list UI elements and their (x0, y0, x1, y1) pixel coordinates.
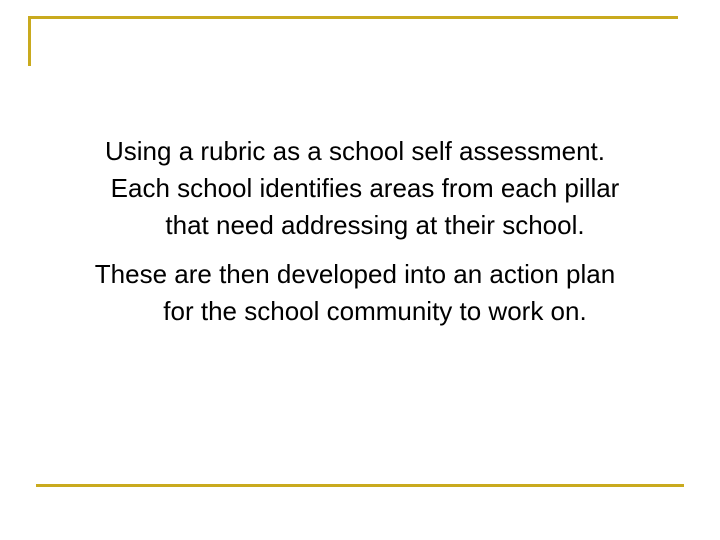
paragraph-line: Using a rubric as a school self assessment. (105, 136, 605, 166)
left-border-line (28, 16, 31, 66)
paragraph-line: These are then developed into an action plan (94, 259, 616, 289)
paragraph-line: for the school community to work on. (163, 296, 587, 326)
slide-body (0, 133, 720, 330)
paragraph-line: that need addressing at their school. (165, 210, 585, 240)
paragraph-self-assessment (0, 133, 720, 244)
paragraph-action-plan (0, 256, 720, 330)
top-border-line (30, 16, 678, 19)
bottom-border-line (36, 484, 684, 487)
paragraph-line: Each school identifies areas from each pillar (110, 173, 620, 203)
